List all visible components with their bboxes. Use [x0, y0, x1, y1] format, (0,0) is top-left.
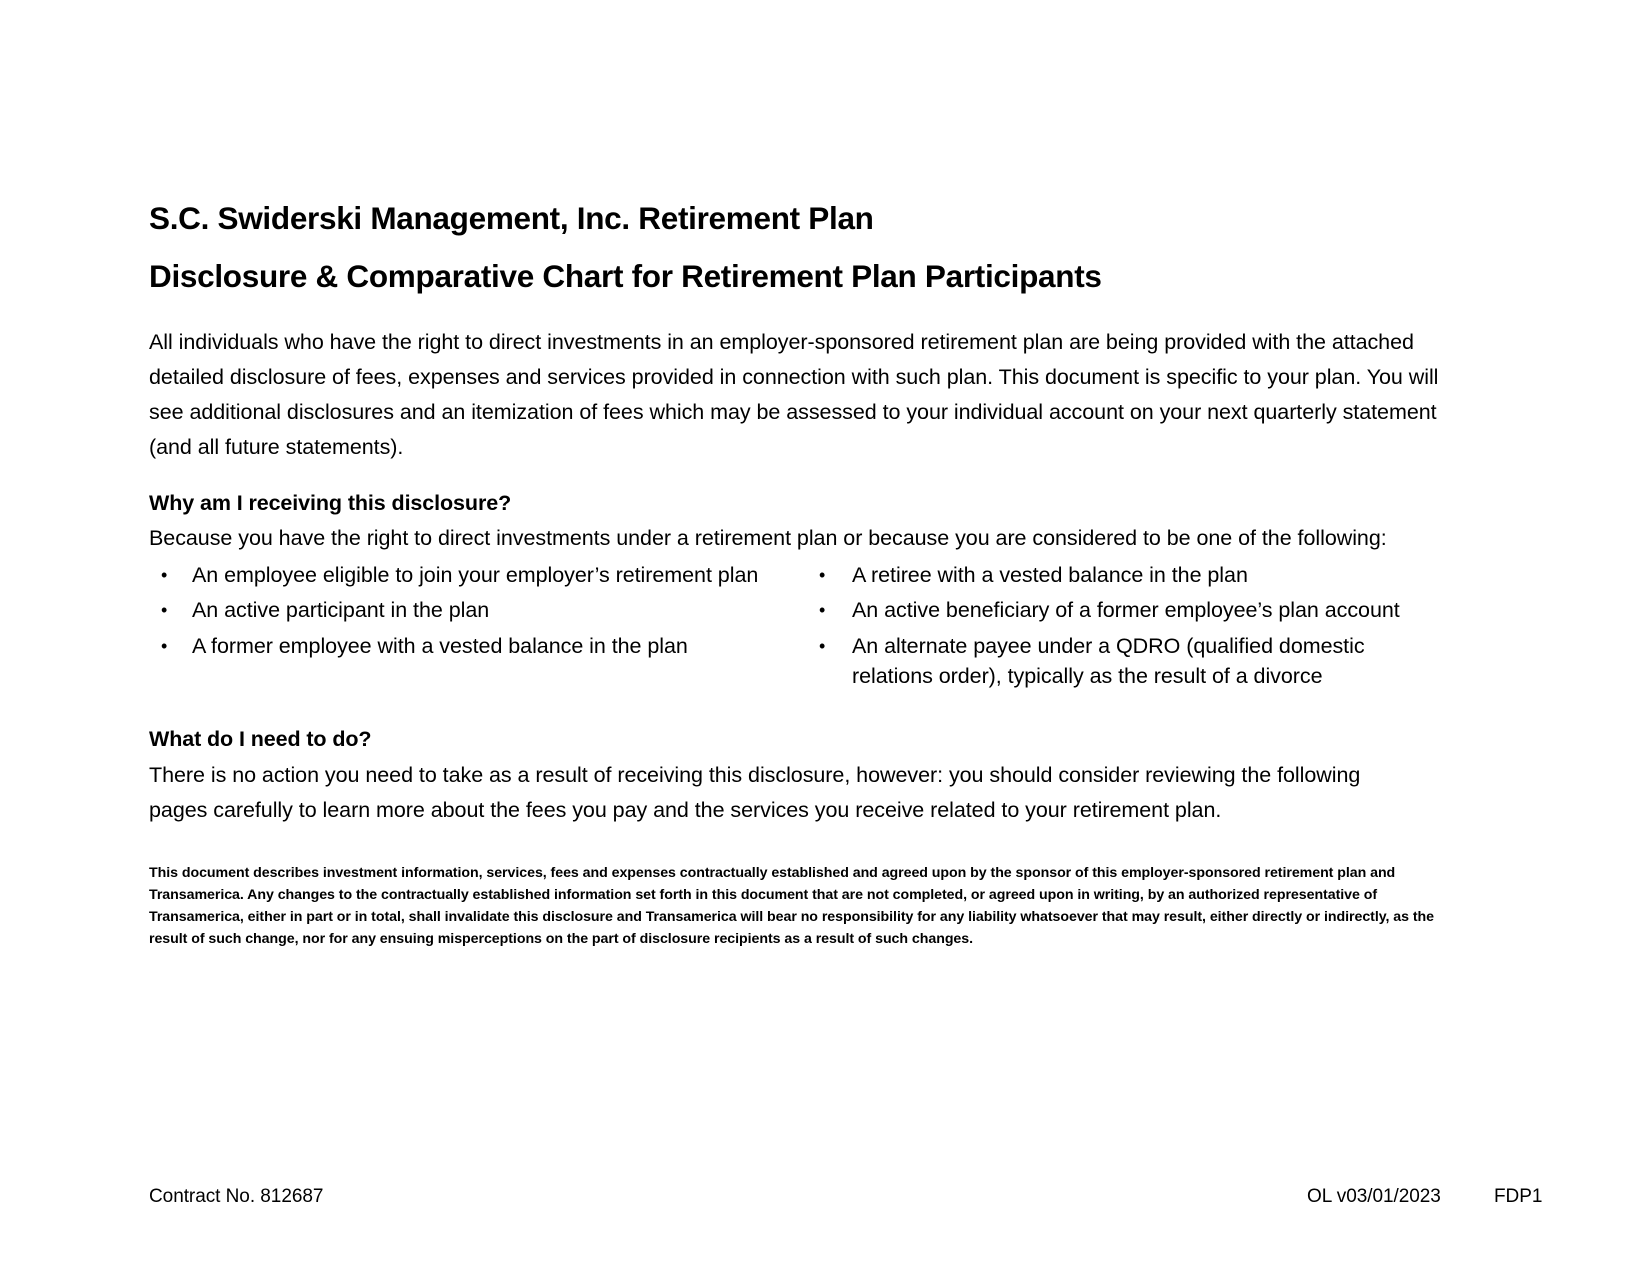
bullet-dot-icon: • — [819, 600, 826, 621]
page-title: S.C. Swiderski Management, Inc. Retirement Plan — [149, 200, 874, 236]
list-item — [807, 560, 1439, 591]
legal-disclaimer — [149, 862, 1439, 951]
list-item-label: An alternate payee under a QDRO (qualified domestic relations order), typically as the result of a divorce — [852, 633, 1365, 689]
intro-paragraph: All individuals who have the right to direct investments in an employer-sponsored retirement plan are being provided with the attached detailed disclosure of fees, expenses and services provided in connection with such plan. This document is specific to your plan. You will see additional disclosures and an itemization of fees which may be assessed to your individual account on your next quarterly statement (and all future statements). — [149, 330, 1439, 459]
legal-disclaimer-text: This document describes investment information, services, fees and expenses contractually established and agreed upon by the sponsor of this employer-sponsored retirement plan and Transamerica. Any changes to the contractually established information set forth in this document that are not completed, or agreed upon in writing, by an authorized representative of Transamerica, either in part or in total, shall invalidate this disclosure and Transamerica will bear no responsibility for any liability whatsoever that may result, either directly or indirectly, as the result of such change, nor for any ensuing misperceptions on the part of disclosure recipients as a result of such changes. — [149, 865, 1434, 948]
bullet-list-right — [807, 560, 1439, 692]
list-item — [149, 631, 807, 662]
section-heading-why: Why am I receiving this disclosure? — [149, 490, 512, 515]
list-item — [807, 631, 1439, 692]
bullet-dot-icon: • — [819, 564, 826, 585]
list-item-label: An active beneficiary of a former employee’s plan account — [852, 598, 1400, 623]
bullet-list-left — [149, 560, 807, 662]
bullet-column-right — [807, 560, 1439, 697]
bullet-dot-icon: • — [161, 635, 168, 656]
bullet-dot-icon: • — [161, 564, 168, 585]
section-what-to-do — [149, 727, 1497, 828]
list-item-label: A former employee with a vested balance in the plan — [192, 633, 688, 658]
list-item-label: A retiree with a vested balance in the plan — [852, 562, 1248, 587]
bullet-dot-icon: • — [819, 635, 826, 656]
list-item-label: An active participant in the plan — [192, 598, 490, 623]
list-item — [149, 560, 807, 591]
page-subtitle: Disclosure & Comparative Chart for Retirement Plan Participants — [149, 258, 1102, 295]
footer-form-code: FDP1 — [1494, 1186, 1543, 1207]
section-body-what: There is no action you need to take as a result of receiving this disclosure, however: you should consider reviewing the following pages carefully to learn more about the fees you pay and the services you receive related to your retirement plan. — [149, 762, 1361, 822]
bullet-column-left — [149, 560, 807, 697]
section-why-receiving — [149, 491, 1497, 697]
list-item-label: An employee eligible to join your employer’s retirement plan — [192, 562, 759, 587]
footer-version: OL v03/01/2023 — [1307, 1186, 1441, 1207]
section-lead-why: Because you have the right to direct investments under a retirement plan or because you are considered to be one of the following: — [149, 525, 1387, 550]
footer-contract-number: Contract No. 812687 — [149, 1186, 324, 1207]
section-heading-what: What do I need to do? — [149, 726, 372, 751]
list-item — [149, 595, 807, 626]
list-item — [807, 595, 1439, 626]
bullet-dot-icon: • — [161, 600, 168, 621]
eligibility-bullet-columns — [149, 560, 1439, 697]
document-content — [149, 200, 1497, 832]
